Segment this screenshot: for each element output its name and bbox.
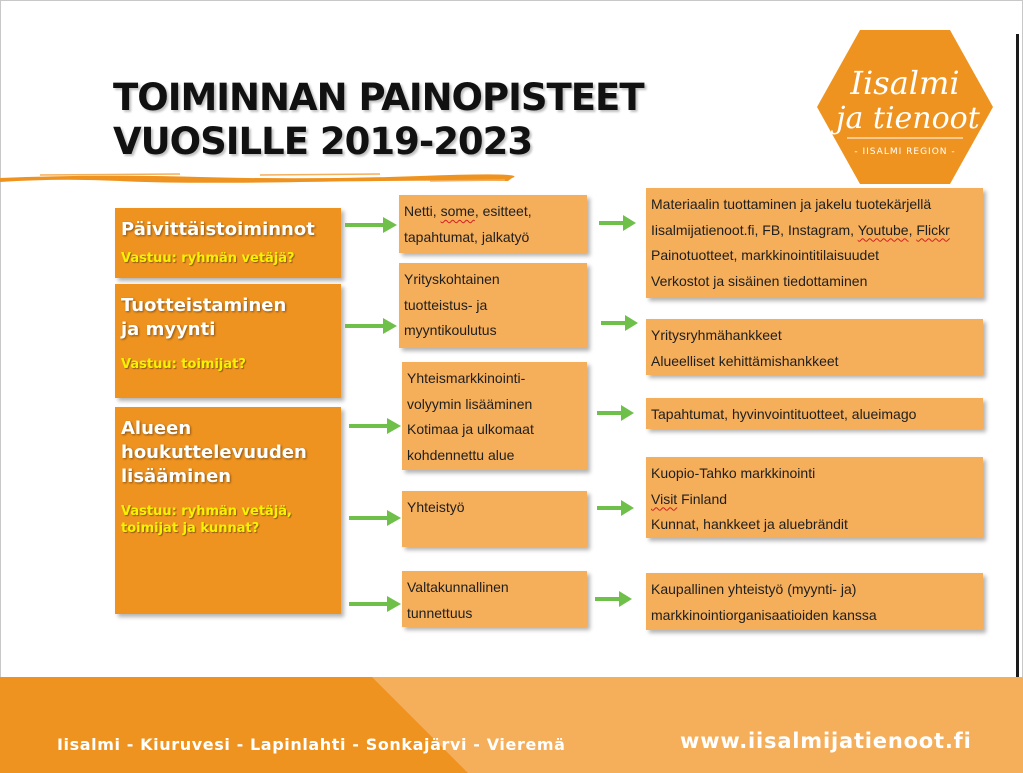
focus-area-heading (121, 294, 335, 342)
activity-line: kohdennettu alue (407, 446, 515, 463)
responsibility-line: Vastuu: toimijat? (121, 357, 246, 372)
activity-line: tunnettuus (407, 604, 473, 621)
arrow-right-icon (597, 498, 637, 518)
focus-area-regional-attractiveness (115, 407, 341, 614)
outcome-line: Kuopio-Tahko markkinointi (651, 465, 816, 481)
logo-text-line-1: Iisalmi (850, 64, 960, 102)
outcome-line: Verkostot ja sisäinen tiedottaminen (651, 272, 868, 289)
right-edge-line (1016, 34, 1019, 684)
focus-area-heading (121, 218, 335, 242)
outcome-line: Visit Finland (651, 490, 728, 507)
arrow-right-icon (345, 215, 400, 235)
activity-line: Kotimaa ja ulkomaat (407, 421, 534, 437)
footer-website-link[interactable]: www.iisalmijatienoot.fi (680, 729, 972, 753)
brush-stroke-divider (0, 170, 520, 186)
heading-line: Tuotteistaminen (121, 295, 287, 316)
activity-line: volyymin lisääminen (407, 395, 533, 412)
arrow-right-icon (349, 594, 404, 614)
activity-box-joint-marketing (402, 362, 587, 470)
activity-box-national-awareness (402, 571, 587, 627)
focus-area-productisation-sales (115, 284, 341, 398)
activity-line: tapahtumat, jalkatyö (404, 228, 530, 245)
activity-line: myyntikoulutus (404, 322, 497, 338)
spellcheck-word: Flickr (916, 221, 950, 238)
outcome-line: Iisalmijatienoot.fi, FB, Instagram, Youtube, Flickr (651, 221, 950, 238)
heading-line: ja myynti (121, 319, 216, 340)
arrow-right-icon (597, 403, 637, 423)
activity-line: Netti, some, esitteet, (404, 203, 532, 219)
focus-area-responsibility (121, 356, 335, 373)
spellcheck-word: some (440, 203, 475, 219)
activity-box-cooperation (402, 491, 587, 547)
outcome-box-projects (646, 319, 983, 375)
focus-area-responsibility (121, 250, 335, 267)
focus-area-heading (121, 417, 335, 489)
heading-line: Päivittäistoiminnot (121, 219, 315, 240)
title-line-1: TOIMINNAN PAINOPISTEET (113, 76, 644, 119)
iisalmi-region-logo (815, 28, 995, 186)
activity-line: Yrityskohtainen (404, 271, 500, 287)
outcome-box-commercial-cooperation (646, 573, 983, 630)
outcome-line: Kunnat, hankkeet ja aluebrändit (651, 516, 848, 532)
outcome-box-materials (646, 188, 983, 298)
outcome-line: Kaupallinen yhteistyö (myynti- ja) (651, 581, 857, 597)
footer-dark-section (0, 677, 1023, 773)
activity-line: tuotteistus- ja (404, 296, 488, 313)
outcome-line: Materiaalin tuottaminen ja jakelu tuotekärjellä (651, 196, 932, 212)
arrow-right-icon (595, 589, 635, 609)
responsibility-line: Vastuu: ryhmän vetäjä, (121, 504, 292, 519)
focus-area-daily-operations (115, 208, 341, 278)
page-title (113, 76, 644, 164)
arrow-right-icon (349, 416, 404, 436)
arrow-right-icon (345, 316, 400, 336)
arrow-right-icon (599, 213, 639, 233)
activity-line: Yhteistyö (407, 499, 465, 515)
footer-towns: Iisalmi - Kiuruvesi - Lapinlahti - Sonkajärvi - Vieremä (57, 735, 566, 754)
outcome-box-partners (646, 457, 983, 538)
heading-line: Alueen (121, 418, 192, 439)
logo-tagline: - IISALMI REGION - (854, 147, 956, 157)
outcome-line: Alueelliset kehittämishankkeet (651, 352, 839, 369)
outcome-line: Painotuotteet, markkinointitilaisuudet (651, 247, 880, 263)
activity-box-training (399, 263, 587, 348)
outcome-line: Tapahtumat, hyvinvointituotteet, alueimago (651, 406, 917, 422)
heading-line: houkuttelevuuden (121, 442, 307, 463)
focus-area-responsibility (121, 503, 335, 537)
spellcheck-word: Visit (651, 490, 678, 507)
activity-box-web-social (399, 195, 587, 253)
arrow-right-icon (349, 508, 404, 528)
outcome-box-events (646, 398, 983, 429)
activity-line: Yhteismarkkinointi- (407, 370, 526, 386)
heading-line: lisääminen (121, 466, 232, 487)
outcome-line: Yritysryhmähankkeet (651, 327, 782, 343)
footer-band (0, 677, 1023, 773)
responsibility-line: toimijat ja kunnat? (121, 521, 260, 536)
arrow-right-icon (601, 313, 641, 333)
outcome-line: markkinointiorganisaatioiden kanssa (651, 606, 877, 623)
responsibility-line: Vastuu: ryhmän vetäjä? (121, 251, 295, 266)
spellcheck-word: Youtube (857, 221, 909, 238)
title-line-2: VUOSILLE 2019-2023 (113, 120, 533, 163)
activity-line: Valtakunnallinen (407, 579, 509, 595)
logo-text-line-2: ja tienoot (836, 101, 980, 136)
